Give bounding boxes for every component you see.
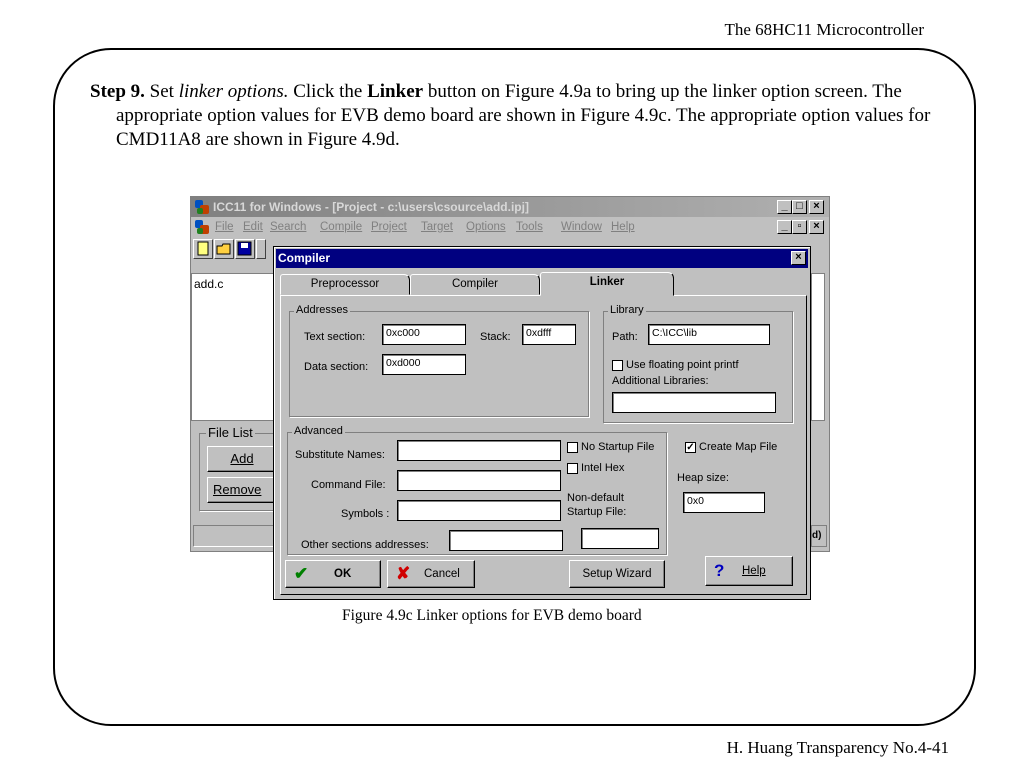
path-input[interactable]: C:\ICC\lib xyxy=(648,324,770,345)
non-default-label-1: Non-default xyxy=(567,492,624,504)
step-text-b: Click the xyxy=(288,81,368,102)
command-file-input[interactable] xyxy=(397,470,561,491)
ok-button[interactable] xyxy=(285,560,381,588)
page-header: The 68HC11 Microcontroller xyxy=(724,20,924,39)
dialog-title: Compiler xyxy=(278,251,331,265)
additional-libraries-input[interactable] xyxy=(612,392,776,413)
substitute-names-input[interactable] xyxy=(397,440,561,461)
library-group xyxy=(603,304,793,423)
ok-label: OK xyxy=(334,568,352,580)
substitute-names-label: Substitute Names: xyxy=(295,449,385,461)
remove-label: Remove xyxy=(213,482,262,497)
open-file-button[interactable] xyxy=(214,239,234,259)
startup-file-input[interactable] xyxy=(581,528,659,549)
floating-printf-checkbox[interactable] xyxy=(612,360,623,371)
heap-size-label: Heap size: xyxy=(677,472,729,484)
step-text-a: Set xyxy=(144,81,179,102)
help-question-icon: ? xyxy=(714,561,725,580)
checkmark-icon: ✔ xyxy=(294,564,309,583)
menu-options[interactable]: Options xyxy=(466,221,506,233)
save-icon xyxy=(236,240,254,258)
help-label: Help xyxy=(742,565,766,577)
create-map-checkbox[interactable] xyxy=(685,442,696,453)
text-section-label: Text section: xyxy=(304,331,366,343)
menu-search[interactable]: Search xyxy=(270,221,307,233)
add-file-button[interactable] xyxy=(207,446,277,472)
menu-help[interactable]: Help xyxy=(611,221,635,233)
step-text-c: button on Figure 4.9a to bring up the linker option screen. The appropriate option values for EVB demo board are shown in Figure 4.9c. The appropriate option values for CMD11A8 are shown in Figure 4.9d. xyxy=(116,81,931,150)
setup-wizard-label: Setup Wizard xyxy=(582,568,652,580)
other-sections-input[interactable] xyxy=(449,530,563,551)
window-title: ICC11 for Windows - [Project - c:\users\csource\add.ipj] xyxy=(213,200,529,214)
menu-compile[interactable]: Compile xyxy=(320,221,363,233)
menu-file[interactable]: File xyxy=(215,221,234,233)
no-startup-checkbox[interactable] xyxy=(567,442,578,453)
create-map-label: Create Map File xyxy=(699,441,778,453)
new-file-icon xyxy=(194,240,212,258)
menu-edit[interactable]: Edit xyxy=(243,221,263,233)
path-label: Path: xyxy=(612,331,638,343)
page-footer: H. Huang Transparency No.4-41 xyxy=(726,738,949,757)
command-file-label: Command File: xyxy=(311,479,386,491)
dialog-titlebar xyxy=(276,249,808,268)
child-close-button[interactable]: × xyxy=(809,220,824,234)
menu-project[interactable]: Project xyxy=(371,221,407,233)
step-strong: Linker xyxy=(367,81,424,102)
help-button[interactable] xyxy=(705,556,793,586)
linker-panel xyxy=(280,295,807,595)
no-startup-label: No Startup File xyxy=(581,441,655,453)
data-section-input[interactable]: 0xd000 xyxy=(382,354,466,375)
data-section-label: Data section: xyxy=(304,361,369,373)
stack-label: Stack: xyxy=(480,331,511,343)
symbols-label: Symbols : xyxy=(341,508,390,520)
file-list-label: File List xyxy=(208,425,253,440)
save-file-button[interactable] xyxy=(235,239,255,259)
toolbar-button-partial[interactable] xyxy=(256,239,266,259)
floating-printf-label: Use floating point printf xyxy=(626,359,739,371)
project-file-list[interactable] xyxy=(191,273,277,421)
new-file-button[interactable] xyxy=(193,239,213,259)
compiler-dialog xyxy=(273,246,811,600)
intel-hex-label: Intel Hex xyxy=(581,462,625,474)
tab-compiler[interactable]: Compiler xyxy=(410,274,540,295)
close-button[interactable]: × xyxy=(809,200,824,214)
heap-size-input[interactable]: 0x0 xyxy=(683,492,765,513)
app-icon xyxy=(194,199,210,215)
editor-area-edge xyxy=(811,273,825,421)
cancel-label: Cancel xyxy=(424,568,460,580)
menu-window[interactable]: Window xyxy=(561,221,602,233)
additional-libraries-label: Additional Libraries: xyxy=(612,375,709,387)
file-list-group xyxy=(199,425,277,511)
symbols-input[interactable] xyxy=(397,500,561,521)
menu-bar xyxy=(191,217,829,237)
maximize-button[interactable]: □ xyxy=(792,200,807,214)
minimize-button[interactable]: _ xyxy=(777,200,792,214)
remove-file-button[interactable] xyxy=(207,477,277,503)
menu-target[interactable]: Target xyxy=(421,221,453,233)
status-bar xyxy=(193,525,277,547)
child-restore-button[interactable]: ▫ xyxy=(792,220,807,234)
text-section-input[interactable]: 0xc000 xyxy=(382,324,466,345)
step-label: Step 9. xyxy=(90,81,145,102)
addresses-label: Addresses xyxy=(296,304,348,316)
setup-wizard-button[interactable] xyxy=(569,560,665,588)
step-emphasis: linker options. xyxy=(178,81,289,102)
library-label: Library xyxy=(610,304,644,316)
add-label: Add xyxy=(230,451,254,466)
dialog-close-button[interactable]: × xyxy=(791,251,806,265)
child-icon xyxy=(194,219,210,235)
cancel-button[interactable] xyxy=(387,560,475,588)
intel-hex-checkbox[interactable] xyxy=(567,463,578,474)
tab-preprocessor[interactable]: Preprocessor xyxy=(280,274,410,295)
other-sections-label: Other sections addresses: xyxy=(301,539,429,551)
tab-linker[interactable]: Linker xyxy=(540,272,674,296)
non-default-label-2: Startup File: xyxy=(567,506,627,518)
menu-tools[interactable]: Tools xyxy=(516,221,543,233)
file-item[interactable]: add.c xyxy=(194,277,224,291)
step-paragraph xyxy=(90,80,970,152)
stack-input[interactable]: 0xdfff xyxy=(522,324,576,345)
figure-caption: Figure 4.9c Linker options for EVB demo board xyxy=(342,607,642,624)
addresses-group xyxy=(289,304,589,417)
status-fragment: d) xyxy=(811,525,827,547)
cancel-x-icon: ✘ xyxy=(396,564,411,583)
child-minimize-button[interactable]: _ xyxy=(777,220,792,234)
open-folder-icon xyxy=(215,240,233,258)
advanced-label: Advanced xyxy=(294,425,343,437)
window-titlebar xyxy=(191,197,829,217)
